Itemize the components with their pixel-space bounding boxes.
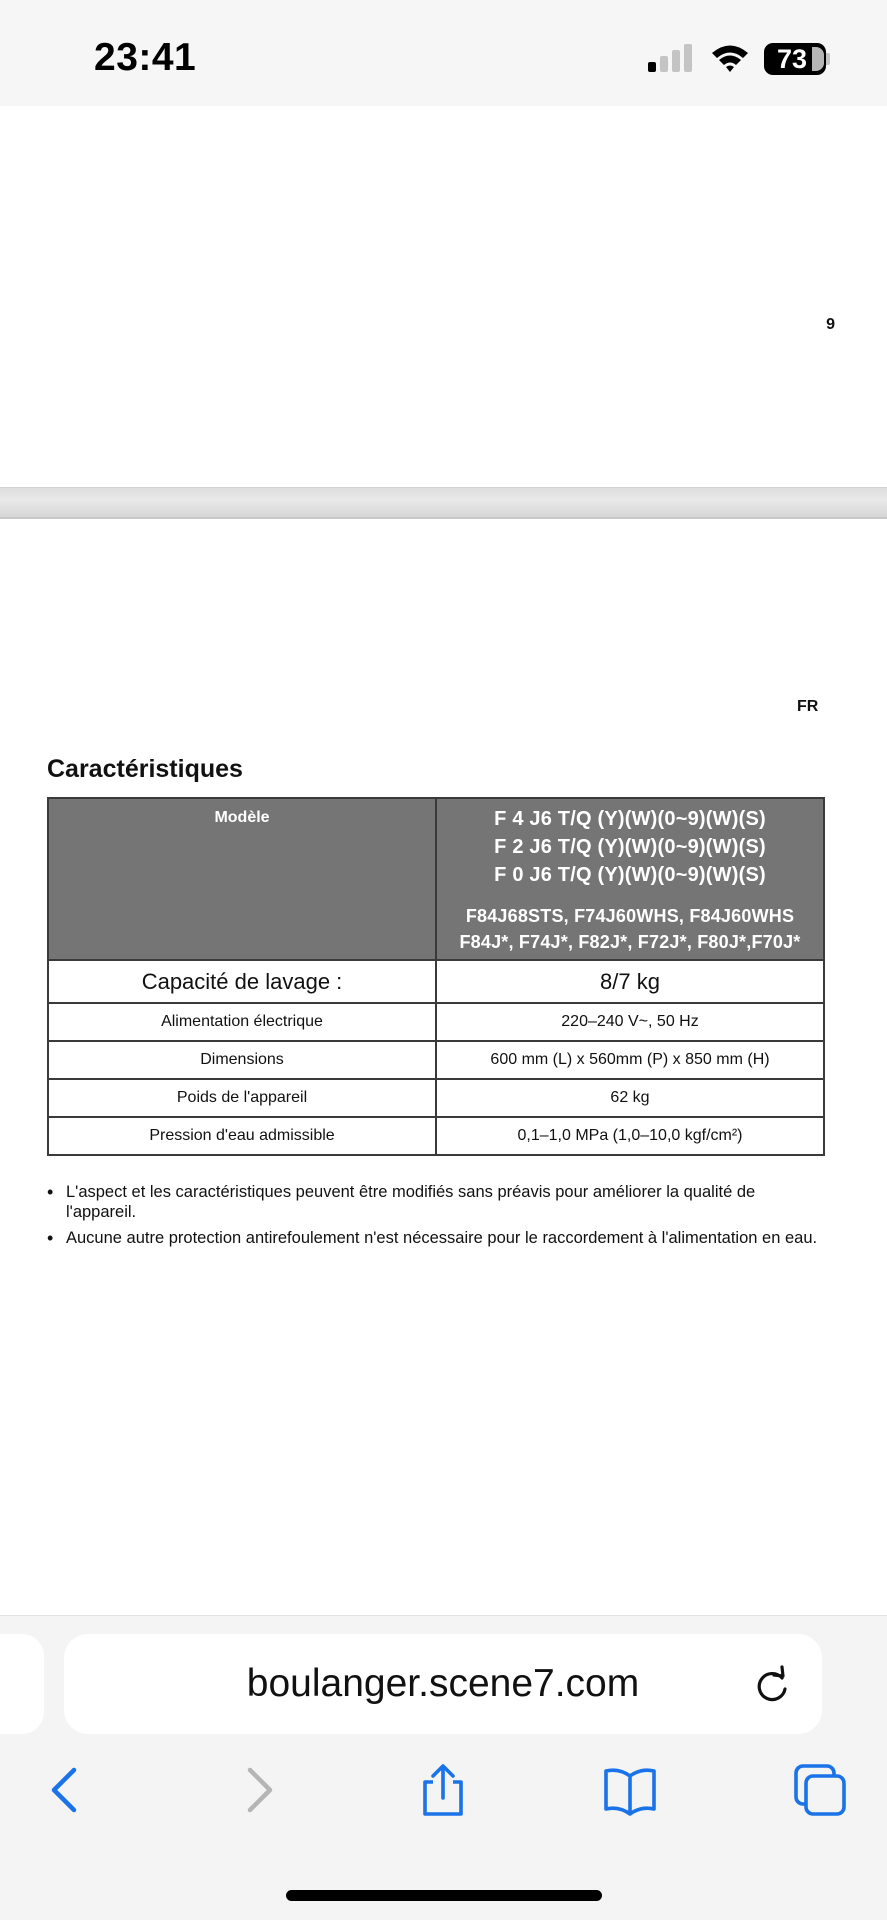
model-line: F 0 J6 T/Q (Y)(W)(0~9)(W)(S): [494, 864, 766, 886]
row-label: Poids de l'appareil: [48, 1079, 436, 1117]
model-reference: F84J68STS, F74J60WHS, F84J60WHS: [465, 906, 795, 926]
table-row: [48, 1079, 824, 1117]
model-header-label: Modèle: [48, 798, 436, 960]
chevron-left-icon[interactable]: [38, 1762, 94, 1818]
home-indicator: [286, 1890, 602, 1901]
table-row: [48, 1003, 824, 1041]
status-time: 23:41: [94, 36, 197, 79]
row-label: Dimensions: [48, 1041, 436, 1079]
reload-icon[interactable]: [752, 1665, 792, 1705]
table-row: [48, 960, 824, 1003]
specifications-table: [47, 797, 825, 1156]
model-reference: F84J*, F74J*, F82J*, F72J*, F80J*,F70J*: [459, 932, 801, 952]
url-text[interactable]: boulanger.scene7.com: [246, 1662, 640, 1705]
row-value: 600 mm (L) x 560mm (P) x 850 mm (H): [436, 1041, 824, 1079]
model-header-values: [436, 798, 824, 960]
row-label: Capacité de lavage :: [48, 960, 436, 1003]
model-line: F 2 J6 T/Q (Y)(W)(0~9)(W)(S): [494, 836, 766, 858]
row-value: 0,1–1,0 MPa (1,0–10,0 kgf/cm²): [436, 1117, 824, 1155]
table-row: [48, 1041, 824, 1079]
row-value: 62 kg: [436, 1079, 824, 1117]
note-item: • Aucune autre protection antirefoulement n'est nécessaire pour le raccordement à l'alimentation en eau.: [47, 1228, 823, 1248]
cellular-signal-icon: [648, 44, 694, 72]
page-number: 9: [826, 316, 835, 333]
language-label: FR: [797, 698, 819, 715]
row-value: 220–240 V~, 50 Hz: [436, 1003, 824, 1041]
share-icon[interactable]: [415, 1762, 471, 1818]
notes-list: [47, 1182, 823, 1254]
row-value: 8/7 kg: [436, 960, 824, 1003]
battery-level: 73: [776, 44, 808, 74]
previous-tab-preview[interactable]: [0, 1634, 44, 1734]
row-label: Pression d'eau admissible: [48, 1117, 436, 1155]
model-line: F 4 J6 T/Q (Y)(W)(0~9)(W)(S): [494, 808, 766, 830]
battery-cap: [826, 53, 830, 65]
table-header-row: [48, 798, 824, 960]
tabs-icon[interactable]: [792, 1762, 848, 1818]
book-icon[interactable]: [602, 1762, 658, 1818]
wifi-icon: [710, 42, 750, 74]
chevron-right-icon[interactable]: [230, 1762, 286, 1818]
table-row: [48, 1117, 824, 1155]
section-title: Caractéristiques: [47, 755, 243, 783]
note-item: • L'aspect et les caractéristiques peuvent être modifiés sans préavis pour améliorer la qualité de l'appareil.: [47, 1182, 823, 1222]
row-label: Alimentation électrique: [48, 1003, 436, 1041]
page-separator: [0, 487, 887, 519]
status-bar: [0, 0, 887, 106]
